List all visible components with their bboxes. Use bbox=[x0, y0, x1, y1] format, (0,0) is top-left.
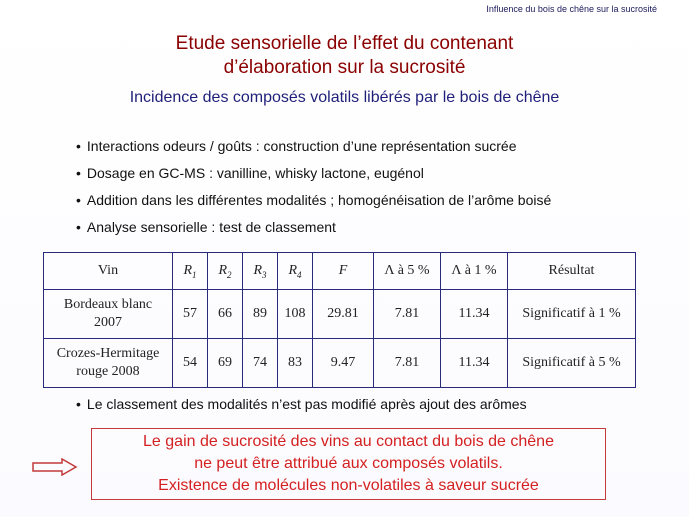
cell-lambda-1: 11.34 bbox=[441, 339, 508, 388]
cell-lambda-5: 7.81 bbox=[374, 339, 441, 388]
cell-resultat: Significatif à 5 % bbox=[508, 339, 636, 388]
header-resultat: Résultat bbox=[508, 253, 636, 290]
title-line-1: Etude sensorielle de l’effet du contenant bbox=[175, 33, 514, 54]
cell-r4: 108 bbox=[278, 290, 313, 339]
cell-r2: 66 bbox=[208, 290, 243, 339]
cell-f: 9.47 bbox=[313, 339, 374, 388]
bullet-list bbox=[76, 133, 551, 241]
conclusion-line-3: Existence de molécules non-volatiles à saveur sucrée bbox=[158, 477, 539, 494]
table-row bbox=[44, 339, 636, 388]
bullet-item: • Addition dans les différentes modalités ; homogénéisation de l’arôme boisé bbox=[76, 187, 551, 214]
bullet-item: • Dosage en GC-MS : vanilline, whisky lactone, eugénol bbox=[76, 160, 551, 187]
title-line-2: d’élaboration sur la sucrosité bbox=[223, 57, 466, 78]
cell-lambda-5: 7.81 bbox=[374, 290, 441, 339]
table-row bbox=[44, 290, 636, 339]
conclusion-line-1: Le gain de sucrosité des vins au contact du bois de chêne bbox=[143, 433, 554, 450]
header-lambda-5: Λ à 5 % bbox=[374, 253, 441, 290]
header-r2: $R_2$ bbox=[208, 253, 243, 290]
cell-r1: 57 bbox=[173, 290, 208, 339]
cell-r2: 69 bbox=[208, 339, 243, 388]
cell-r3: 74 bbox=[243, 339, 278, 388]
header-r4: $R_4$ bbox=[278, 253, 313, 290]
cell-r4: 83 bbox=[278, 339, 313, 388]
cell-r3: 89 bbox=[243, 290, 278, 339]
cell-lambda-1: 11.34 bbox=[441, 290, 508, 339]
header-note: Influence du bois de chêne sur la sucrosité bbox=[486, 4, 657, 14]
conclusion-line-2: ne peut être attribué aux composés volatils. bbox=[194, 455, 503, 472]
slide-subtitle: Incidence des composés volatils libérés par le bois de chêne bbox=[129, 89, 560, 106]
slide-title bbox=[0, 32, 689, 80]
conclusion-box bbox=[91, 428, 606, 500]
header-lambda-1: Λ à 1 % bbox=[441, 253, 508, 290]
table-header-row bbox=[44, 253, 636, 290]
header-r1: $R_1$ bbox=[173, 253, 208, 290]
header-vin: Vin bbox=[44, 253, 173, 290]
header-r3: $R_3$ bbox=[243, 253, 278, 290]
cell-f: 29.81 bbox=[313, 290, 374, 339]
bullet-item-after-table: • Le classement des modalités n’est pas modifié après ajout des arômes bbox=[76, 396, 527, 412]
header-f: F bbox=[313, 253, 374, 290]
bullet-item: • Interactions odeurs / goûts : construction d’une représentation sucrée bbox=[76, 133, 551, 160]
cell-resultat: Significatif à 1 % bbox=[508, 290, 636, 339]
cell-vin: Crozes-Hermitage rouge 2008 bbox=[44, 339, 173, 388]
cell-vin: Bordeaux blanc 2007 bbox=[44, 290, 173, 339]
right-arrow-icon bbox=[32, 458, 78, 476]
bullet-item: • Analyse sensorielle : test de classement bbox=[76, 214, 551, 241]
cell-r1: 54 bbox=[173, 339, 208, 388]
results-table bbox=[43, 252, 636, 388]
